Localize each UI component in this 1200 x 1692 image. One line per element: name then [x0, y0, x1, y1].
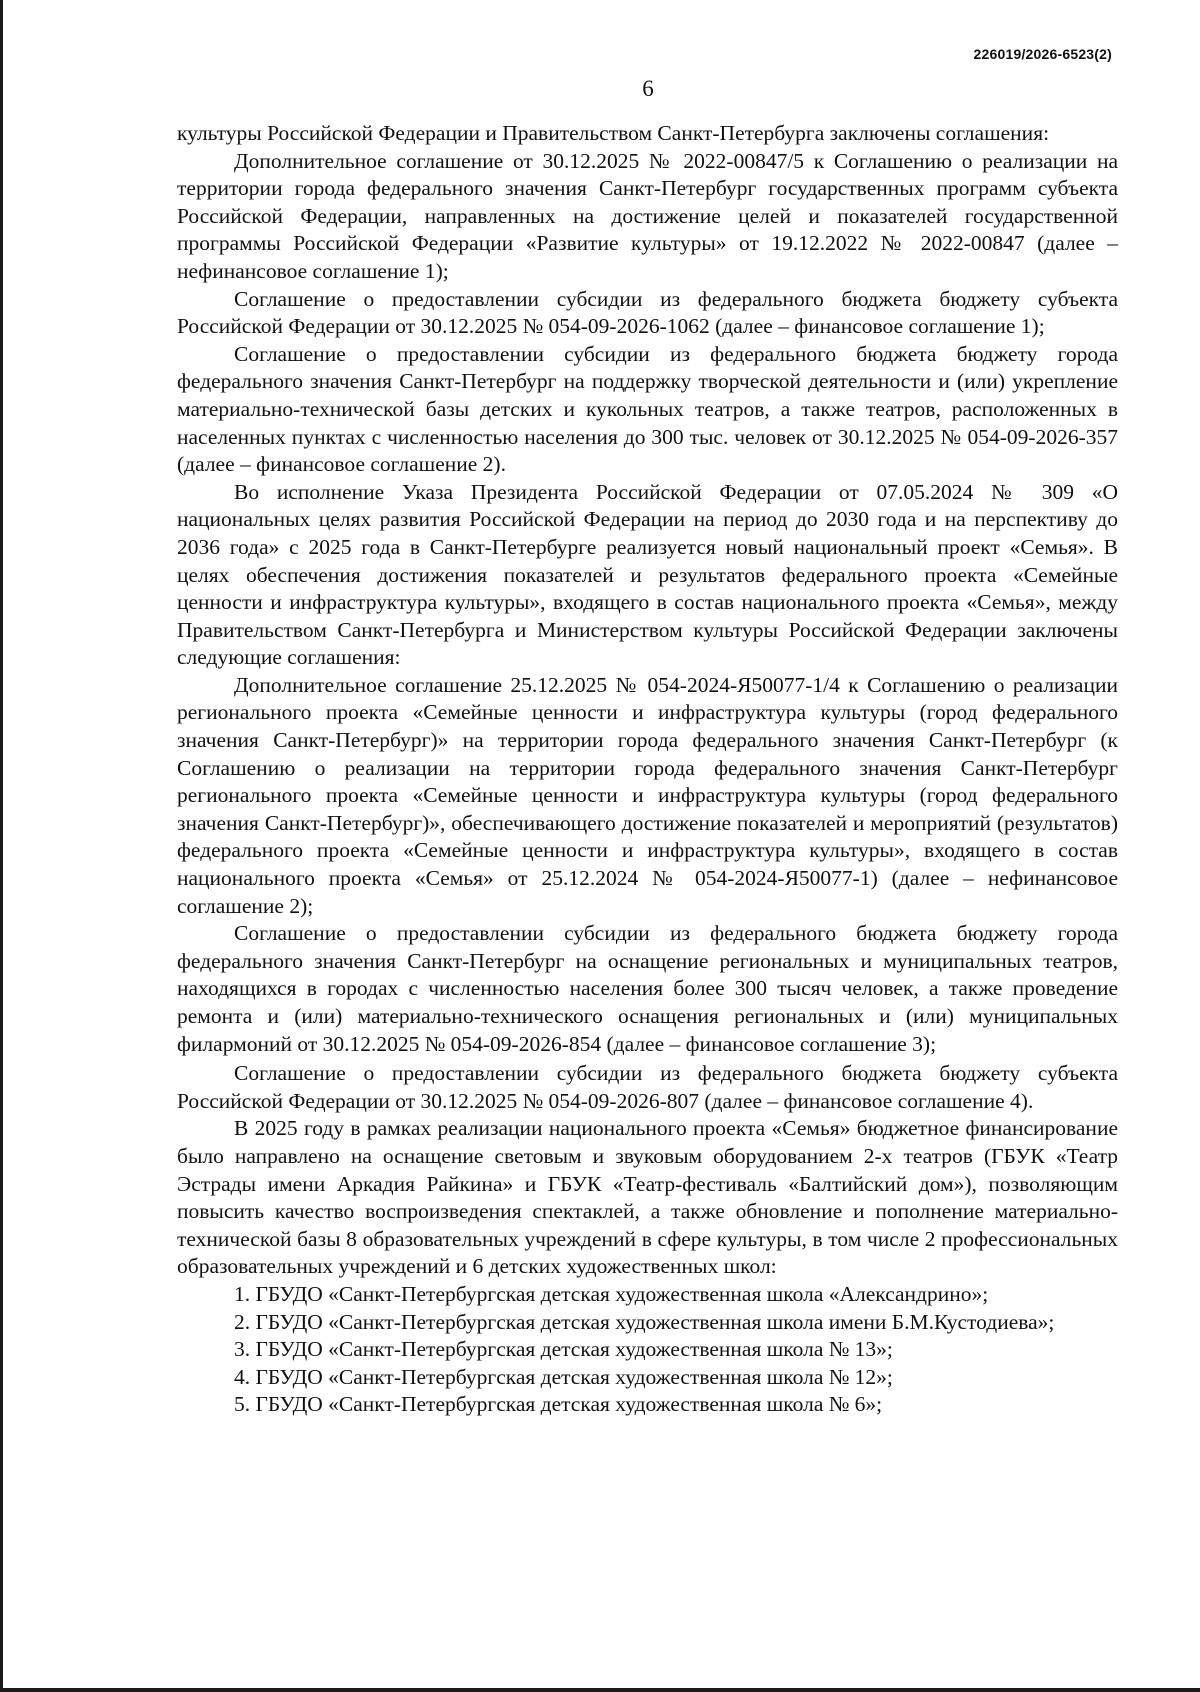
document-registration-number: 226019/2026-6523(2)	[973, 46, 1112, 62]
paragraph-financial-agreement-1: Соглашение о предоставлении субсидии из федерального бюджета бюджету субъекта Российской Федерации от 30.12.2025 № 054-09-2026-1062 (далее – финансовое соглашение 1);	[177, 286, 1118, 339]
paragraph-nonfinancial-agreement-2: Дополнительное соглашение 25.12.2025 № 054-2024-Я50077-1/4 к Соглашению о реализации регионального проекта «Семейные ценности и инфраструктура культуры (город федерального значения Санкт-Петербург)» на территории города федерального значения Санкт-Петербург (к Соглашению о реализации на территории города федерального значения Санкт-Петербург регионального проекта «Семейные ценности и инфраструктура культуры (город федерального значения Санкт-Петербург)», обеспечивающего достижение показателей и мероприятий (результатов) федерального проекта «Семейные ценности и инфраструктура культуры», входящего в состав национального проекта «Семья» от 25.12.2024 № 054-2024-Я50077-1) (далее – нефинансовое соглашение 2);	[177, 672, 1118, 918]
list-item-number: 5.	[234, 1392, 251, 1417]
list-item	[177, 1364, 1118, 1392]
list-item-number: 4.	[234, 1364, 251, 1389]
paragraph-continuation: культуры Российской Федерации и Правительством Санкт-Петербурга заключены соглашения:	[177, 121, 1050, 145]
document-body	[177, 120, 1118, 1419]
list-item	[177, 1281, 1118, 1309]
paragraph-nonfinancial-agreement-1: Дополнительное соглашение от 30.12.2025 № 2022-00847/5 к Соглашению о реализации на территории города федерального значения Санкт-Петербург государственных программ субъекта Российской Федерации, направленных на достижение целей и показателей государственной программы Российской Федерации «Развитие культуры» от 19.12.2022 № 2022-00847 (далее – нефинансовое соглашение 1);	[177, 148, 1118, 283]
list-item-text: ГБУДО «Санкт-Петербургская детская художественная школа имени Б.М.Кустодиева»;	[255, 1309, 1055, 1334]
list-item-text: ГБУДО «Санкт-Петербургская детская художественная школа № 13»;	[255, 1337, 893, 1362]
paragraph-financial-agreement-4: Соглашение о предоставлении субсидии из федерального бюджета бюджету субъекта Российской Федерации от 30.12.2025 № 054-09-2026-807 (далее – финансовое соглашение 4).	[177, 1061, 1118, 1113]
list-item-text: ГБУДО «Санкт-Петербургская детская художественная школа № 6»;	[255, 1392, 883, 1417]
school-list	[177, 1281, 1118, 1419]
paragraph-financial-agreement-3: Соглашение о предоставлении субсидии из федерального бюджета бюджету города федерального значения Санкт-Петербург на оснащение региональных и муниципальных театров, находящихся в городах с численностью населения более 300 тысяч человек, а также проведение ремонта и (или) материально-технического оснащения региональных и (или) муниципальных филармоний от 30.12.2025 № 054-09-2026-854 (далее – финансовое соглашение 3);	[177, 921, 1118, 1056]
list-item	[177, 1391, 1118, 1419]
paragraph-financial-agreement-2: Соглашение о предоставлении субсидии из федерального бюджета бюджету города федерального значения Санкт-Петербург на поддержку творческой деятельности и (или) укрепление материально-технической базы детских и кукольных театров, а также театров, расположенных в населенных пунктах с численностью населения до 300 тыс. человек от 30.12.2025 № 054-09-2026-357 (далее – финансовое соглашение 2).	[177, 341, 1118, 477]
page-number: 6	[642, 76, 654, 101]
scan-border-bottom	[0, 1688, 1200, 1692]
list-item-number: 3.	[234, 1337, 251, 1362]
list-item-text: ГБУДО «Санкт-Петербургская детская художественная школа «Александрино»;	[255, 1281, 989, 1306]
list-item-text: ГБУДО «Санкт-Петербургская детская художественная школа № 12»;	[255, 1364, 893, 1389]
list-item	[177, 1309, 1118, 1337]
paragraph-funding-2025: В 2025 году в рамках реализации национального проекта «Семья» бюджетное финансирование было направлено на оснащение световым и звуковым оборудованием 2-х театров (ГБУК «Театр Эстрады имени Аркадия Райкина» и ГБУК «Театр-фестиваль «Балтийский дом»), позволяющим повысить качество воспроизведения спектаклей, а также обновление и пополнение материально-технической базы 8 образовательных учреждений в сфере культуры, в том числе 2 профессиональных образовательных учреждений и 6 детских художественных школ:	[177, 1116, 1118, 1279]
list-item-number: 1.	[234, 1281, 251, 1306]
scan-border-left	[0, 0, 3, 1692]
list-item	[177, 1336, 1118, 1364]
list-item-number: 2.	[234, 1309, 251, 1334]
paragraph-national-project: Во исполнение Указа Президента Российской Федерации от 07.05.2024 № 309 «О национальных целях развития Российской Федерации на период до 2030 года и на перспективу до 2036 года» с 2025 года в Санкт-Петербурге реализуется новый национальный проект «Семья». В целях обеспечения достижения показателей и результатов федерального проекта «Семейные ценности и инфраструктура культуры», входящего в состав национального проекта «Семья», между Правительством Санкт-Петербурга и Министерством культуры Российской Федерации заключены следующие соглашения:	[177, 479, 1118, 670]
